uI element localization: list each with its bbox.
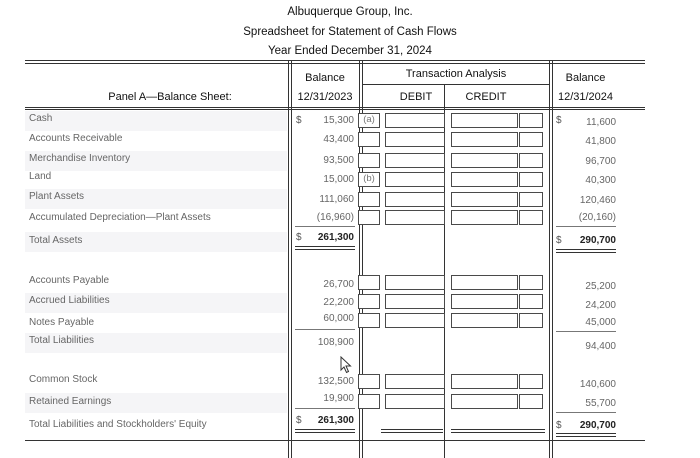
credit-amount-input[interactable] bbox=[451, 172, 518, 187]
end-total-liabilities: 94,400 bbox=[585, 341, 616, 352]
end-balance-notes: 45,000 bbox=[585, 317, 616, 328]
subtotal-rule bbox=[295, 408, 355, 409]
row-label-accrued-liabilities: Accrued Liabilities bbox=[29, 295, 110, 306]
credit-ref-input[interactable] bbox=[519, 192, 543, 207]
end-balance-accrued: 24,200 bbox=[585, 300, 616, 311]
subtotal-rule bbox=[295, 329, 355, 330]
start-balance-land: 15,000 bbox=[323, 174, 354, 185]
dollar-sign: $ bbox=[556, 235, 562, 246]
credit-ref-input[interactable] bbox=[519, 113, 543, 128]
start-total-liabilities-equity: 261,300 bbox=[317, 415, 354, 426]
start-balance-cash: 15,300 bbox=[323, 115, 354, 126]
double-underline bbox=[295, 246, 355, 250]
debit-amount-input[interactable] bbox=[385, 192, 445, 207]
row-label-plant-assets: Plant Assets bbox=[29, 191, 85, 202]
ref-box[interactable] bbox=[358, 275, 380, 290]
debit-amount-input[interactable] bbox=[385, 275, 445, 290]
ref-box-b[interactable]: (b) bbox=[358, 172, 380, 187]
debit-amount-input[interactable] bbox=[385, 374, 445, 389]
double-underline bbox=[556, 433, 616, 437]
start-balance-notes: 60,000 bbox=[323, 313, 354, 324]
row-label-cash: Cash bbox=[29, 113, 53, 124]
debit-amount-input[interactable] bbox=[385, 294, 445, 309]
double-underline bbox=[556, 249, 616, 253]
credit-ref-input[interactable] bbox=[519, 210, 543, 225]
debit-amount-input[interactable] bbox=[385, 132, 445, 147]
debit-amount-input[interactable] bbox=[385, 313, 445, 328]
debit-amount-input[interactable] bbox=[385, 210, 445, 225]
credit-amount-input[interactable] bbox=[451, 210, 518, 225]
credit-amount-input[interactable] bbox=[451, 313, 518, 328]
end-balance-cash: 11,600 bbox=[586, 117, 616, 128]
ref-box[interactable] bbox=[358, 210, 380, 225]
row-label-merchandise-inventory: Merchandise Inventory bbox=[29, 153, 131, 164]
subtotal-rule bbox=[556, 226, 616, 227]
start-balance-plant-assets: 111,060 bbox=[319, 194, 354, 205]
credit-ref-input[interactable] bbox=[519, 294, 543, 309]
credit-amount-input[interactable] bbox=[451, 192, 518, 207]
end-balance-ar: 41,800 bbox=[585, 136, 616, 147]
dollar-sign: $ bbox=[296, 415, 302, 426]
end-total-assets: 290,700 bbox=[579, 235, 616, 246]
row-label-accounts-payable: Accounts Payable bbox=[29, 275, 110, 286]
dollar-sign: $ bbox=[296, 115, 302, 126]
start-balance-inventory: 93,500 bbox=[323, 155, 354, 166]
balance-end-header: Balance bbox=[565, 72, 606, 84]
end-balance-ap: 25,200 bbox=[585, 281, 616, 292]
dollar-sign: $ bbox=[296, 232, 302, 243]
credit-header: CREDIT bbox=[465, 91, 507, 103]
end-total-liabilities-equity: 290,700 bbox=[579, 420, 616, 431]
dollar-sign: $ bbox=[556, 115, 562, 126]
end-balance-accum-dep: (20,160) bbox=[578, 212, 616, 223]
ref-box[interactable] bbox=[358, 132, 380, 147]
debit-amount-input[interactable] bbox=[385, 153, 445, 168]
credit-ref-input[interactable] bbox=[519, 313, 543, 328]
row-label-total-liabilities: Total Liabilities bbox=[29, 335, 95, 346]
credit-amount-input[interactable] bbox=[451, 153, 518, 168]
ref-box[interactable] bbox=[358, 313, 380, 328]
credit-ref-input[interactable] bbox=[519, 153, 543, 168]
panel-a-label: Panel A—Balance Sheet: bbox=[108, 91, 232, 103]
ref-box[interactable] bbox=[358, 294, 380, 309]
start-total-liabilities: 108,900 bbox=[317, 337, 354, 348]
credit-ref-input[interactable] bbox=[519, 172, 543, 187]
balance-start-header: Balance bbox=[305, 72, 345, 84]
credit-amount-input[interactable] bbox=[451, 113, 518, 128]
row-label-common-stock: Common Stock bbox=[29, 374, 98, 385]
row-label-total-assets: Total Assets bbox=[29, 235, 83, 246]
ref-box[interactable] bbox=[358, 374, 380, 389]
double-underline bbox=[295, 429, 355, 433]
balance-start-date: 12/31/2023 bbox=[297, 91, 353, 103]
row-label-land: Land bbox=[29, 171, 52, 182]
balance-end-date: 12/31/2024 bbox=[557, 91, 614, 103]
end-balance-inventory: 96,700 bbox=[585, 156, 616, 167]
start-balance-ap: 26,700 bbox=[323, 279, 354, 290]
ref-box-a[interactable]: (a) bbox=[358, 113, 380, 128]
credit-amount-input[interactable] bbox=[451, 132, 518, 147]
end-balance-plant-assets: 120,460 bbox=[579, 195, 616, 206]
credit-total-double-underline bbox=[451, 429, 545, 433]
credit-ref-input[interactable] bbox=[519, 132, 543, 147]
debit-amount-input[interactable] bbox=[385, 394, 445, 409]
transaction-analysis-header: Transaction Analysis bbox=[405, 68, 507, 80]
start-balance-accrued: 22,200 bbox=[323, 297, 354, 308]
credit-ref-input[interactable] bbox=[519, 275, 543, 290]
row-label-accounts-receivable: Accounts Receivable bbox=[29, 133, 123, 144]
end-balance-common-stock: 140,600 bbox=[579, 379, 616, 390]
debit-header: DEBIT bbox=[399, 91, 433, 103]
credit-amount-input[interactable] bbox=[451, 294, 518, 309]
credit-ref-input[interactable] bbox=[519, 394, 543, 409]
ref-box[interactable] bbox=[358, 153, 380, 168]
start-balance-retained-earnings: 19,900 bbox=[323, 393, 354, 404]
start-total-assets: 261,300 bbox=[317, 232, 354, 243]
credit-amount-input[interactable] bbox=[451, 394, 518, 409]
dollar-sign: $ bbox=[556, 420, 562, 431]
subtotal-rule bbox=[295, 226, 355, 227]
subtotal-rule bbox=[556, 331, 616, 332]
debit-amount-input[interactable] bbox=[385, 113, 445, 128]
start-balance-accum-dep: (16,960) bbox=[316, 212, 354, 223]
report-title: Spreadsheet for Statement of Cash Flows bbox=[243, 26, 457, 38]
row-band bbox=[25, 111, 287, 131]
subtotal-rule bbox=[556, 412, 616, 413]
debit-amount-input[interactable] bbox=[385, 172, 445, 187]
row-label-total-liabilities-equity: Total Liabilities and Stockholders' Equity bbox=[29, 419, 207, 430]
row-label-accumulated-depreciation: Accumulated Depreciation—Plant Assets bbox=[29, 212, 211, 223]
company-name: Albuquerque Group, Inc. bbox=[287, 6, 413, 18]
ref-box[interactable] bbox=[358, 192, 380, 207]
end-balance-retained-earnings: 55,700 bbox=[585, 398, 616, 409]
mouse-pointer-icon bbox=[340, 356, 352, 374]
start-balance-common-stock: 132,500 bbox=[317, 376, 354, 387]
debit-total-double-underline bbox=[381, 429, 443, 433]
row-label-notes-payable: Notes Payable bbox=[29, 317, 95, 328]
start-balance-ar: 43,400 bbox=[323, 134, 354, 145]
ref-box[interactable] bbox=[358, 394, 380, 409]
credit-ref-input[interactable] bbox=[519, 374, 543, 389]
row-label-retained-earnings: Retained Earnings bbox=[29, 396, 112, 407]
end-balance-land: 40,300 bbox=[585, 175, 616, 186]
credit-amount-input[interactable] bbox=[451, 374, 518, 389]
credit-amount-input[interactable] bbox=[451, 275, 518, 290]
report-period: Year Ended December 31, 2024 bbox=[268, 45, 432, 57]
